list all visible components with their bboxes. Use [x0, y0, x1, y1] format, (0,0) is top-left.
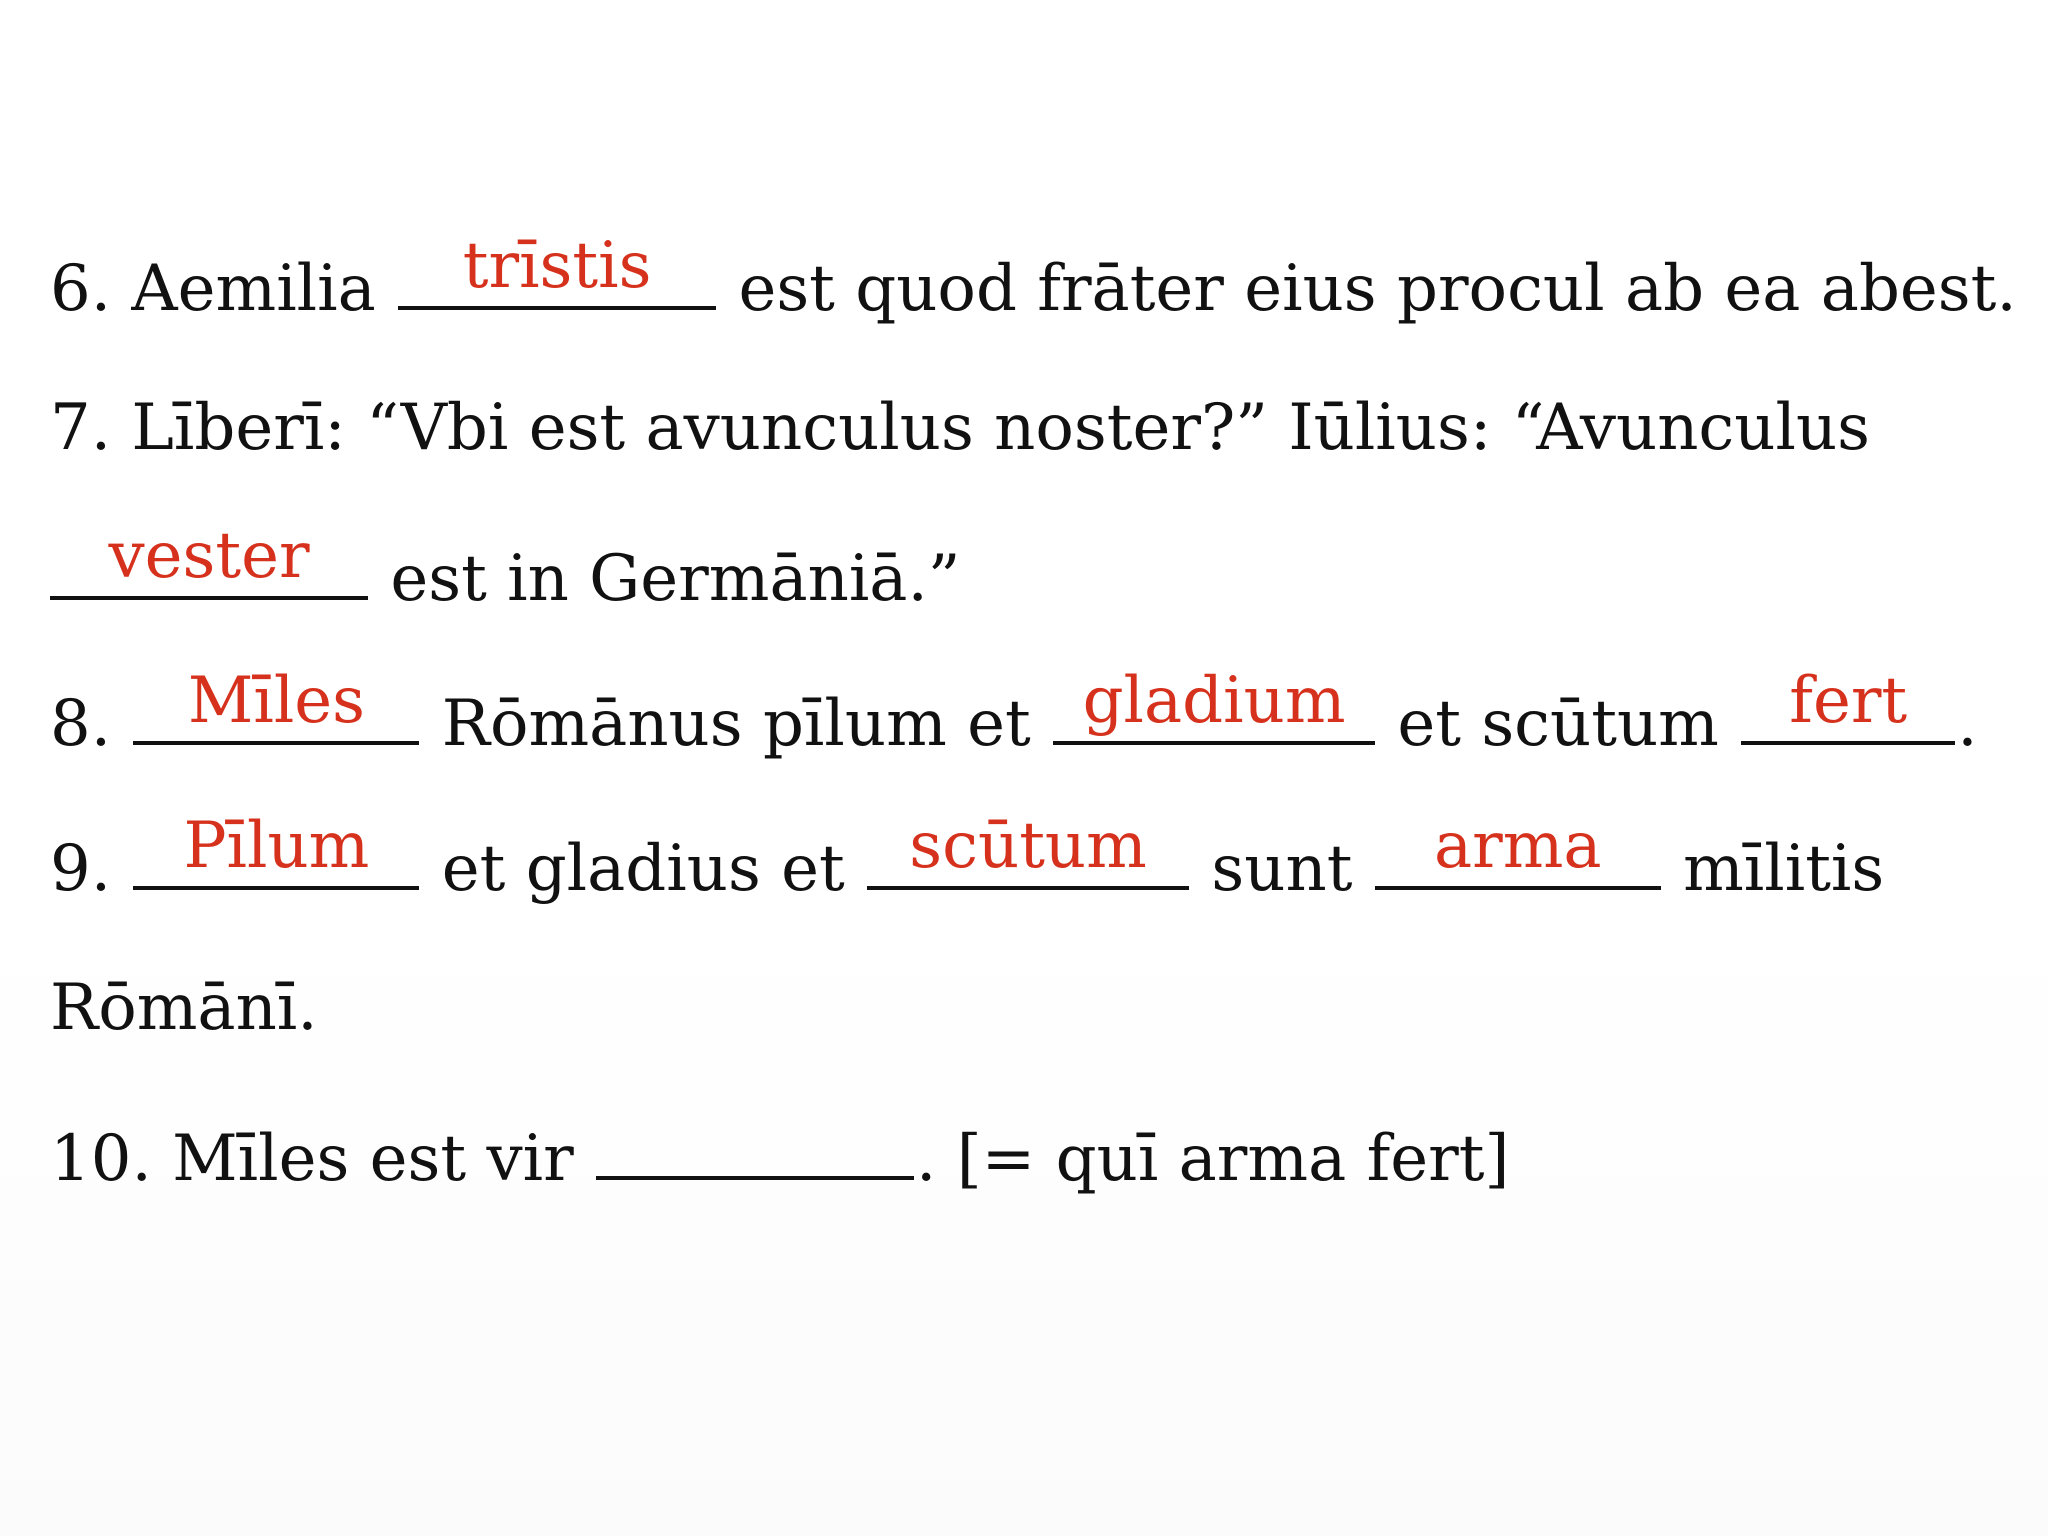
answer-text: fert	[1789, 664, 1908, 738]
answer-text: gladium	[1082, 664, 1346, 738]
answer-blank	[1375, 808, 1661, 890]
item-text: mīlitis	[1683, 832, 1885, 906]
item-number: 6.	[50, 252, 112, 326]
item-7-line-1	[50, 373, 2040, 518]
answer-blank	[596, 1098, 914, 1180]
item-10-line	[50, 1098, 2040, 1243]
answer-blank	[133, 663, 419, 745]
answer-blank	[1741, 663, 1955, 745]
item-text: Rōmānus pīlum et	[441, 687, 1031, 761]
answer-text: trīstis	[462, 229, 652, 303]
item-text: est quod frāter eius procul ab ea abest.	[738, 252, 2017, 326]
item-9-line-2	[50, 953, 2040, 1098]
answer-text: vester	[108, 519, 310, 593]
answer-blank	[1053, 663, 1375, 745]
answer-blank	[133, 808, 419, 890]
answer-blank	[867, 808, 1189, 890]
item-number: 8.	[50, 687, 112, 761]
answer-text: arma	[1433, 809, 1602, 883]
answer-blank	[50, 518, 368, 600]
item-number: 9.	[50, 832, 112, 906]
item-text: sunt	[1211, 832, 1353, 906]
answer-blank	[398, 228, 716, 310]
item-text: est in Germāniā.”	[390, 542, 961, 616]
item-text: Līberī: “Vbi est avunculus noster?” Iūlius: “Avunculus	[131, 391, 1870, 465]
item-text: et scūtum	[1397, 687, 1719, 761]
item-text: Rōmānī.	[50, 971, 318, 1045]
item-7-line-2	[50, 518, 2040, 663]
answer-text: Pīlum	[183, 809, 370, 883]
exercise-list	[50, 228, 2040, 1243]
item-text: Aemilia	[131, 252, 376, 326]
answer-text: Mīles	[187, 664, 365, 738]
item-8-line	[50, 663, 2040, 808]
answer-text: scūtum	[909, 809, 1147, 883]
item-number: 10.	[50, 1122, 152, 1196]
item-text: Mīles est vir	[172, 1122, 574, 1196]
item-text: .	[1957, 687, 1978, 761]
item-9-line-1	[50, 808, 2040, 953]
item-number: 7.	[50, 391, 112, 465]
item-text: et gladius et	[441, 832, 845, 906]
item-6-line	[50, 228, 2040, 373]
item-text: . [= quī arma fert]	[916, 1122, 1510, 1196]
